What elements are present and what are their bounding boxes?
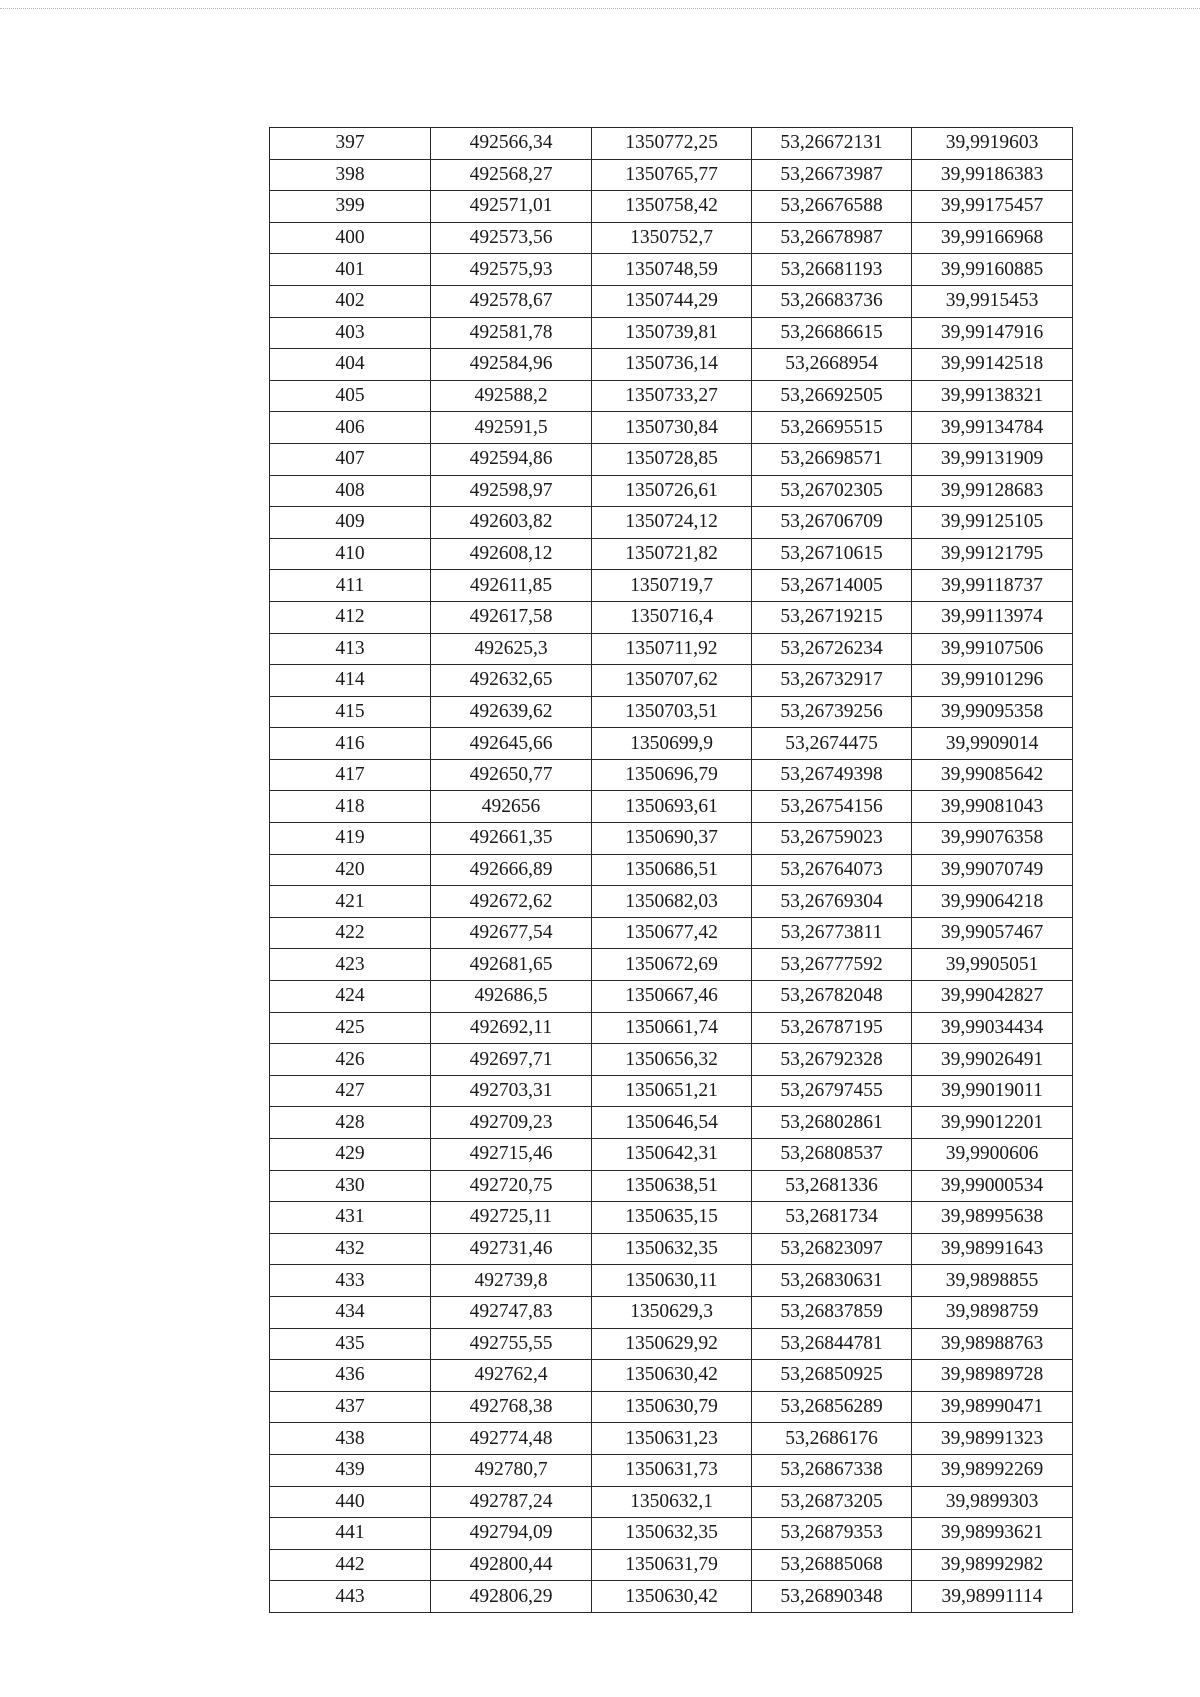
longitude-cell: 39,99012201 <box>912 1107 1073 1139</box>
y-coordinate-cell: 1350635,15 <box>592 1202 752 1234</box>
latitude-cell: 53,26797455 <box>752 1075 912 1107</box>
longitude-cell: 39,98988763 <box>912 1328 1073 1360</box>
point-number-cell: 434 <box>270 1296 431 1328</box>
x-coordinate-cell: 492625,3 <box>431 633 592 665</box>
point-number-cell: 436 <box>270 1360 431 1392</box>
latitude-cell: 53,26673987 <box>752 159 912 191</box>
point-number-cell: 397 <box>270 128 431 160</box>
latitude-cell: 53,26683736 <box>752 285 912 317</box>
latitude-cell: 53,26678987 <box>752 222 912 254</box>
x-coordinate-cell: 492774,48 <box>431 1423 592 1455</box>
y-coordinate-cell: 1350772,25 <box>592 128 752 160</box>
x-coordinate-cell: 492591,5 <box>431 412 592 444</box>
y-coordinate-cell: 1350629,3 <box>592 1296 752 1328</box>
latitude-cell: 53,26676588 <box>752 191 912 223</box>
x-coordinate-cell: 492787,24 <box>431 1486 592 1518</box>
x-coordinate-cell: 492578,67 <box>431 285 592 317</box>
y-coordinate-cell: 1350630,11 <box>592 1265 752 1297</box>
point-number-cell: 438 <box>270 1423 431 1455</box>
latitude-cell: 53,26706709 <box>752 507 912 539</box>
latitude-cell: 53,26698571 <box>752 443 912 475</box>
table-row <box>270 507 1073 539</box>
point-number-cell: 404 <box>270 349 431 381</box>
y-coordinate-cell: 1350726,61 <box>592 475 752 507</box>
x-coordinate-cell: 492768,38 <box>431 1391 592 1423</box>
y-coordinate-cell: 1350630,42 <box>592 1360 752 1392</box>
point-number-cell: 405 <box>270 380 431 412</box>
longitude-cell: 39,99125105 <box>912 507 1073 539</box>
x-coordinate-cell: 492584,96 <box>431 349 592 381</box>
x-coordinate-cell: 492617,58 <box>431 601 592 633</box>
latitude-cell: 53,2681734 <box>752 1202 912 1234</box>
y-coordinate-cell: 1350721,82 <box>592 538 752 570</box>
longitude-cell: 39,98989728 <box>912 1360 1073 1392</box>
latitude-cell: 53,26890348 <box>752 1581 912 1613</box>
y-coordinate-cell: 1350711,92 <box>592 633 752 665</box>
table-row <box>270 1328 1073 1360</box>
y-coordinate-cell: 1350686,51 <box>592 854 752 886</box>
x-coordinate-cell: 492806,29 <box>431 1581 592 1613</box>
x-coordinate-cell: 492794,09 <box>431 1518 592 1550</box>
point-number-cell: 430 <box>270 1170 431 1202</box>
x-coordinate-cell: 492581,78 <box>431 317 592 349</box>
point-number-cell: 403 <box>270 317 431 349</box>
y-coordinate-cell: 1350682,03 <box>592 886 752 918</box>
latitude-cell: 53,26686615 <box>752 317 912 349</box>
x-coordinate-cell: 492632,65 <box>431 665 592 697</box>
longitude-cell: 39,99070749 <box>912 854 1073 886</box>
table-row <box>270 1233 1073 1265</box>
latitude-cell: 53,26792328 <box>752 1044 912 1076</box>
longitude-cell: 39,9919603 <box>912 128 1073 160</box>
longitude-cell: 39,99042827 <box>912 981 1073 1013</box>
x-coordinate-cell: 492762,4 <box>431 1360 592 1392</box>
longitude-cell: 39,99186383 <box>912 159 1073 191</box>
latitude-cell: 53,26739256 <box>752 696 912 728</box>
latitude-cell: 53,2668954 <box>752 349 912 381</box>
latitude-cell: 53,26802861 <box>752 1107 912 1139</box>
y-coordinate-cell: 1350736,14 <box>592 349 752 381</box>
longitude-cell: 39,99101296 <box>912 665 1073 697</box>
y-coordinate-cell: 1350667,46 <box>592 981 752 1013</box>
y-coordinate-cell: 1350739,81 <box>592 317 752 349</box>
x-coordinate-cell: 492639,62 <box>431 696 592 728</box>
point-number-cell: 421 <box>270 886 431 918</box>
x-coordinate-cell: 492594,86 <box>431 443 592 475</box>
y-coordinate-cell: 1350693,61 <box>592 791 752 823</box>
table-row <box>270 1423 1073 1455</box>
table-row <box>270 665 1073 697</box>
x-coordinate-cell: 492692,11 <box>431 1012 592 1044</box>
longitude-cell: 39,99131909 <box>912 443 1073 475</box>
longitude-cell: 39,99175457 <box>912 191 1073 223</box>
y-coordinate-cell: 1350632,1 <box>592 1486 752 1518</box>
point-number-cell: 443 <box>270 1581 431 1613</box>
x-coordinate-cell: 492608,12 <box>431 538 592 570</box>
table-row <box>270 1518 1073 1550</box>
point-number-cell: 441 <box>270 1518 431 1550</box>
y-coordinate-cell: 1350631,23 <box>592 1423 752 1455</box>
table-row <box>270 1044 1073 1076</box>
point-number-cell: 420 <box>270 854 431 886</box>
y-coordinate-cell: 1350672,69 <box>592 949 752 981</box>
x-coordinate-cell: 492755,55 <box>431 1328 592 1360</box>
point-number-cell: 442 <box>270 1549 431 1581</box>
y-coordinate-cell: 1350631,79 <box>592 1549 752 1581</box>
latitude-cell: 53,2674475 <box>752 728 912 760</box>
table-row <box>270 696 1073 728</box>
point-number-cell: 429 <box>270 1139 431 1171</box>
latitude-cell: 53,26777592 <box>752 949 912 981</box>
table-row <box>270 570 1073 602</box>
longitude-cell: 39,99064218 <box>912 886 1073 918</box>
table-row <box>270 159 1073 191</box>
table-row <box>270 1012 1073 1044</box>
latitude-cell: 53,26710615 <box>752 538 912 570</box>
x-coordinate-cell: 492650,77 <box>431 759 592 791</box>
latitude-cell: 53,2681336 <box>752 1170 912 1202</box>
point-number-cell: 417 <box>270 759 431 791</box>
y-coordinate-cell: 1350744,29 <box>592 285 752 317</box>
longitude-cell: 39,99057467 <box>912 917 1073 949</box>
x-coordinate-cell: 492747,83 <box>431 1296 592 1328</box>
table-row <box>270 601 1073 633</box>
x-coordinate-cell: 492571,01 <box>431 191 592 223</box>
y-coordinate-cell: 1350758,42 <box>592 191 752 223</box>
y-coordinate-cell: 1350703,51 <box>592 696 752 728</box>
x-coordinate-cell: 492739,8 <box>431 1265 592 1297</box>
latitude-cell: 53,2686176 <box>752 1423 912 1455</box>
x-coordinate-cell: 492575,93 <box>431 254 592 286</box>
y-coordinate-cell: 1350632,35 <box>592 1518 752 1550</box>
y-coordinate-cell: 1350716,4 <box>592 601 752 633</box>
x-coordinate-cell: 492720,75 <box>431 1170 592 1202</box>
latitude-cell: 53,26850925 <box>752 1360 912 1392</box>
point-number-cell: 419 <box>270 823 431 855</box>
y-coordinate-cell: 1350630,79 <box>592 1391 752 1423</box>
point-number-cell: 439 <box>270 1454 431 1486</box>
y-coordinate-cell: 1350730,84 <box>592 412 752 444</box>
x-coordinate-cell: 492661,35 <box>431 823 592 855</box>
latitude-cell: 53,26879353 <box>752 1518 912 1550</box>
longitude-cell: 39,9898759 <box>912 1296 1073 1328</box>
table-row <box>270 981 1073 1013</box>
x-coordinate-cell: 492603,82 <box>431 507 592 539</box>
x-coordinate-cell: 492780,7 <box>431 1454 592 1486</box>
point-number-cell: 401 <box>270 254 431 286</box>
point-number-cell: 408 <box>270 475 431 507</box>
longitude-cell: 39,98991114 <box>912 1581 1073 1613</box>
point-number-cell: 433 <box>270 1265 431 1297</box>
table-row <box>270 191 1073 223</box>
y-coordinate-cell: 1350707,62 <box>592 665 752 697</box>
latitude-cell: 53,26759023 <box>752 823 912 855</box>
y-coordinate-cell: 1350733,27 <box>592 380 752 412</box>
longitude-cell: 39,99107506 <box>912 633 1073 665</box>
x-coordinate-cell: 492725,11 <box>431 1202 592 1234</box>
y-coordinate-cell: 1350719,7 <box>592 570 752 602</box>
longitude-cell: 39,99113974 <box>912 601 1073 633</box>
y-coordinate-cell: 1350661,74 <box>592 1012 752 1044</box>
table-row <box>270 1139 1073 1171</box>
table-row <box>270 1170 1073 1202</box>
longitude-cell: 39,99076358 <box>912 823 1073 855</box>
latitude-cell: 53,26808537 <box>752 1139 912 1171</box>
longitude-cell: 39,9899303 <box>912 1486 1073 1518</box>
longitude-cell: 39,99134784 <box>912 412 1073 444</box>
longitude-cell: 39,99085642 <box>912 759 1073 791</box>
table-row <box>270 412 1073 444</box>
longitude-cell: 39,9905051 <box>912 949 1073 981</box>
table-row <box>270 1454 1073 1486</box>
point-number-cell: 410 <box>270 538 431 570</box>
latitude-cell: 53,26732917 <box>752 665 912 697</box>
table-row <box>270 1391 1073 1423</box>
table-row <box>270 222 1073 254</box>
x-coordinate-cell: 492703,31 <box>431 1075 592 1107</box>
point-number-cell: 424 <box>270 981 431 1013</box>
table-row <box>270 759 1073 791</box>
point-number-cell: 425 <box>270 1012 431 1044</box>
table-row <box>270 538 1073 570</box>
y-coordinate-cell: 1350728,85 <box>592 443 752 475</box>
point-number-cell: 426 <box>270 1044 431 1076</box>
table-row <box>270 1296 1073 1328</box>
x-coordinate-cell: 492566,34 <box>431 128 592 160</box>
latitude-cell: 53,26823097 <box>752 1233 912 1265</box>
table-row <box>270 949 1073 981</box>
longitude-cell: 39,99138321 <box>912 380 1073 412</box>
y-coordinate-cell: 1350748,59 <box>592 254 752 286</box>
longitude-cell: 39,99034434 <box>912 1012 1073 1044</box>
y-coordinate-cell: 1350630,42 <box>592 1581 752 1613</box>
y-coordinate-cell: 1350765,77 <box>592 159 752 191</box>
x-coordinate-cell: 492656 <box>431 791 592 823</box>
point-number-cell: 398 <box>270 159 431 191</box>
table-row <box>270 128 1073 160</box>
point-number-cell: 427 <box>270 1075 431 1107</box>
latitude-cell: 53,26764073 <box>752 854 912 886</box>
point-number-cell: 422 <box>270 917 431 949</box>
table-row <box>270 349 1073 381</box>
x-coordinate-cell: 492672,62 <box>431 886 592 918</box>
x-coordinate-cell: 492666,89 <box>431 854 592 886</box>
y-coordinate-cell: 1350656,32 <box>592 1044 752 1076</box>
point-number-cell: 435 <box>270 1328 431 1360</box>
table-row <box>270 1265 1073 1297</box>
point-number-cell: 406 <box>270 412 431 444</box>
latitude-cell: 53,26702305 <box>752 475 912 507</box>
point-number-cell: 416 <box>270 728 431 760</box>
y-coordinate-cell: 1350632,35 <box>592 1233 752 1265</box>
y-coordinate-cell: 1350638,51 <box>592 1170 752 1202</box>
table-row <box>270 854 1073 886</box>
x-coordinate-cell: 492598,97 <box>431 475 592 507</box>
point-number-cell: 413 <box>270 633 431 665</box>
point-number-cell: 402 <box>270 285 431 317</box>
point-number-cell: 432 <box>270 1233 431 1265</box>
point-number-cell: 399 <box>270 191 431 223</box>
latitude-cell: 53,26726234 <box>752 633 912 665</box>
longitude-cell: 39,98990471 <box>912 1391 1073 1423</box>
table-row <box>270 1360 1073 1392</box>
table-row <box>270 443 1073 475</box>
latitude-cell: 53,26773811 <box>752 917 912 949</box>
y-coordinate-cell: 1350646,54 <box>592 1107 752 1139</box>
table-row <box>270 791 1073 823</box>
point-number-cell: 412 <box>270 601 431 633</box>
point-number-cell: 431 <box>270 1202 431 1234</box>
longitude-cell: 39,99019011 <box>912 1075 1073 1107</box>
longitude-cell: 39,99118737 <box>912 570 1073 602</box>
table-row <box>270 917 1073 949</box>
x-coordinate-cell: 492677,54 <box>431 917 592 949</box>
table-row <box>270 254 1073 286</box>
longitude-cell: 39,9900606 <box>912 1139 1073 1171</box>
table-row <box>270 317 1073 349</box>
table-row <box>270 1581 1073 1613</box>
longitude-cell: 39,98991323 <box>912 1423 1073 1455</box>
latitude-cell: 53,26873205 <box>752 1486 912 1518</box>
latitude-cell: 53,26719215 <box>752 601 912 633</box>
table-row <box>270 380 1073 412</box>
longitude-cell: 39,99000534 <box>912 1170 1073 1202</box>
longitude-cell: 39,9915453 <box>912 285 1073 317</box>
x-coordinate-cell: 492681,65 <box>431 949 592 981</box>
latitude-cell: 53,26844781 <box>752 1328 912 1360</box>
longitude-cell: 39,99026491 <box>912 1044 1073 1076</box>
x-coordinate-cell: 492611,85 <box>431 570 592 602</box>
longitude-cell: 39,99081043 <box>912 791 1073 823</box>
longitude-cell: 39,99166968 <box>912 222 1073 254</box>
x-coordinate-cell: 492573,56 <box>431 222 592 254</box>
table-row <box>270 728 1073 760</box>
y-coordinate-cell: 1350651,21 <box>592 1075 752 1107</box>
point-number-cell: 423 <box>270 949 431 981</box>
y-coordinate-cell: 1350690,37 <box>592 823 752 855</box>
y-coordinate-cell: 1350724,12 <box>592 507 752 539</box>
point-number-cell: 440 <box>270 1486 431 1518</box>
longitude-cell: 39,98992982 <box>912 1549 1073 1581</box>
point-number-cell: 407 <box>270 443 431 475</box>
point-number-cell: 437 <box>270 1391 431 1423</box>
longitude-cell: 39,98992269 <box>912 1454 1073 1486</box>
latitude-cell: 53,26672131 <box>752 128 912 160</box>
table-row <box>270 823 1073 855</box>
latitude-cell: 53,26681193 <box>752 254 912 286</box>
point-number-cell: 428 <box>270 1107 431 1139</box>
longitude-cell: 39,99160885 <box>912 254 1073 286</box>
longitude-cell: 39,99142518 <box>912 349 1073 381</box>
x-coordinate-cell: 492645,66 <box>431 728 592 760</box>
latitude-cell: 53,26692505 <box>752 380 912 412</box>
y-coordinate-cell: 1350677,42 <box>592 917 752 949</box>
table-row <box>270 285 1073 317</box>
x-coordinate-cell: 492800,44 <box>431 1549 592 1581</box>
point-number-cell: 415 <box>270 696 431 728</box>
x-coordinate-cell: 492568,27 <box>431 159 592 191</box>
point-number-cell: 418 <box>270 791 431 823</box>
latitude-cell: 53,26749398 <box>752 759 912 791</box>
latitude-cell: 53,26885068 <box>752 1549 912 1581</box>
longitude-cell: 39,98991643 <box>912 1233 1073 1265</box>
latitude-cell: 53,26769304 <box>752 886 912 918</box>
coordinates-table-body <box>270 128 1073 1613</box>
point-number-cell: 411 <box>270 570 431 602</box>
latitude-cell: 53,26830631 <box>752 1265 912 1297</box>
latitude-cell: 53,26856289 <box>752 1391 912 1423</box>
latitude-cell: 53,26867338 <box>752 1454 912 1486</box>
latitude-cell: 53,26787195 <box>752 1012 912 1044</box>
longitude-cell: 39,9909014 <box>912 728 1073 760</box>
longitude-cell: 39,99121795 <box>912 538 1073 570</box>
longitude-cell: 39,98995638 <box>912 1202 1073 1234</box>
y-coordinate-cell: 1350699,9 <box>592 728 752 760</box>
longitude-cell: 39,99095358 <box>912 696 1073 728</box>
x-coordinate-cell: 492709,23 <box>431 1107 592 1139</box>
x-coordinate-cell: 492715,46 <box>431 1139 592 1171</box>
y-coordinate-cell: 1350631,73 <box>592 1454 752 1486</box>
point-number-cell: 414 <box>270 665 431 697</box>
x-coordinate-cell: 492697,71 <box>431 1044 592 1076</box>
coordinates-table <box>269 127 1073 1613</box>
page-top-edge <box>0 8 1200 9</box>
y-coordinate-cell: 1350642,31 <box>592 1139 752 1171</box>
longitude-cell: 39,99147916 <box>912 317 1073 349</box>
x-coordinate-cell: 492588,2 <box>431 380 592 412</box>
x-coordinate-cell: 492731,46 <box>431 1233 592 1265</box>
table-row <box>270 633 1073 665</box>
table-row <box>270 1549 1073 1581</box>
table-row <box>270 475 1073 507</box>
longitude-cell: 39,98993621 <box>912 1518 1073 1550</box>
longitude-cell: 39,9898855 <box>912 1265 1073 1297</box>
latitude-cell: 53,26782048 <box>752 981 912 1013</box>
table-row <box>270 1075 1073 1107</box>
table-row <box>270 1486 1073 1518</box>
table-row <box>270 1107 1073 1139</box>
latitude-cell: 53,26837859 <box>752 1296 912 1328</box>
latitude-cell: 53,26714005 <box>752 570 912 602</box>
y-coordinate-cell: 1350752,7 <box>592 222 752 254</box>
table-row <box>270 886 1073 918</box>
y-coordinate-cell: 1350629,92 <box>592 1328 752 1360</box>
point-number-cell: 400 <box>270 222 431 254</box>
point-number-cell: 409 <box>270 507 431 539</box>
y-coordinate-cell: 1350696,79 <box>592 759 752 791</box>
longitude-cell: 39,99128683 <box>912 475 1073 507</box>
latitude-cell: 53,26695515 <box>752 412 912 444</box>
x-coordinate-cell: 492686,5 <box>431 981 592 1013</box>
latitude-cell: 53,26754156 <box>752 791 912 823</box>
table-row <box>270 1202 1073 1234</box>
